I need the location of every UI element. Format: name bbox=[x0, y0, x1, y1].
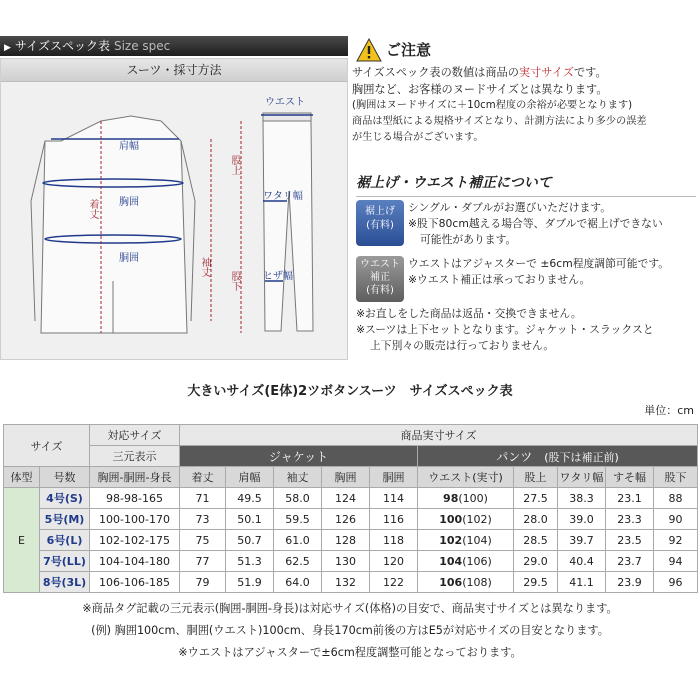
measurement-diagram bbox=[0, 58, 348, 360]
h-size: サイズ bbox=[4, 425, 90, 467]
notice-line1-red: 実寸サイズ bbox=[518, 66, 574, 79]
col-sangen: 胸囲-胴囲-身長 bbox=[90, 467, 180, 488]
size-spec-header bbox=[0, 36, 348, 56]
footer-note2: (例) 胸囲100cm、胴囲(ウエスト)100cm、身長170cm前後の方はE5が対応サイズの目安となります。 bbox=[91, 624, 609, 637]
cell-kitake: 71 bbox=[180, 488, 226, 509]
col-waist: ウエスト(実寸) bbox=[418, 467, 514, 488]
notice-line4: 商品は型紙による規格サイズとなり、計測方法により多少の誤差 bbox=[352, 116, 647, 127]
cell-mata: 94 bbox=[654, 551, 698, 572]
label-kashita: 股下 bbox=[229, 271, 240, 291]
col-watari: ワタリ幅 bbox=[558, 467, 606, 488]
cell-sangen: 100-100-170 bbox=[90, 509, 180, 530]
cell-mata: 88 bbox=[654, 488, 698, 509]
notice-title bbox=[352, 36, 698, 64]
cell-watari: 38.3 bbox=[558, 488, 606, 509]
cell-mune: 128 bbox=[322, 530, 370, 551]
label-kitake: 着丈 bbox=[87, 199, 98, 219]
table-row bbox=[4, 551, 698, 572]
cell-kata: 50.7 bbox=[226, 530, 274, 551]
cell-sangen: 102-102-175 bbox=[90, 530, 180, 551]
waist-badge-label1: ウエスト bbox=[360, 259, 400, 270]
col-gousu: 号数 bbox=[40, 467, 90, 488]
cell-sode: 59.5 bbox=[274, 509, 322, 530]
cell-sangen: 98-98-165 bbox=[90, 488, 180, 509]
warning-icon bbox=[356, 38, 382, 62]
cell-kata: 50.1 bbox=[226, 509, 274, 530]
cell-dou: 116 bbox=[370, 509, 418, 530]
col-kitake: 着丈 bbox=[180, 467, 226, 488]
cell-suso: 23.3 bbox=[606, 509, 654, 530]
cell-sangen: 104-104-180 bbox=[90, 551, 180, 572]
h-pants-note: (股下は補正前) bbox=[544, 450, 619, 464]
cell-sode: 64.0 bbox=[274, 572, 322, 593]
table-row bbox=[4, 572, 698, 593]
h-taiou: 対応サイズ bbox=[90, 425, 180, 446]
cell-suso: 23.1 bbox=[606, 488, 654, 509]
cell-kata: 49.5 bbox=[226, 488, 274, 509]
waist-line1: ウエストはアジャスターで ±6cm程度調節可能です。 bbox=[408, 257, 670, 270]
notice-line1-a: サイズスペック表の数値は商品の bbox=[352, 66, 519, 79]
alteration-title: 裾上げ・ウエスト補正について bbox=[356, 170, 696, 197]
label-hiza: ヒザ幅 bbox=[263, 271, 293, 282]
cell-waist bbox=[418, 509, 514, 530]
notice-line1-b: です。 bbox=[573, 66, 607, 79]
cell-mune: 130 bbox=[322, 551, 370, 572]
cell-mune: 132 bbox=[322, 572, 370, 593]
cell-kitake: 75 bbox=[180, 530, 226, 551]
h-jissun: 商品実寸サイズ bbox=[180, 425, 698, 446]
col-dou: 胴囲 bbox=[370, 467, 418, 488]
notice-line1 bbox=[352, 64, 698, 81]
waist-badge bbox=[356, 256, 404, 302]
label-waist: ウエスト bbox=[265, 97, 305, 108]
cell-watari: 39.0 bbox=[558, 509, 606, 530]
waist-line2: ※ウエスト補正は承っておりません。 bbox=[408, 273, 591, 286]
notice-line2: 胸囲など、お客様のヌードサイズとは異なります。 bbox=[352, 83, 608, 96]
alter-note1: ※お直しをした商品は返品・交換できません。 bbox=[356, 307, 582, 320]
hemming-badge-fee: (有料) bbox=[366, 220, 394, 231]
label-katahaba: 肩幅 bbox=[119, 141, 139, 152]
cell-dou: 118 bbox=[370, 530, 418, 551]
label-mune: 胸囲 bbox=[119, 197, 139, 208]
cell-no: 7号(LL) bbox=[40, 551, 90, 572]
footer-note3: ※ウエストはアジャスターで±6cm程度調整可能となっております。 bbox=[178, 646, 522, 659]
cell-joge: 29.5 bbox=[514, 572, 558, 593]
cell-waist-adj: (102) bbox=[462, 512, 492, 526]
col-taikei: 体型 bbox=[4, 467, 40, 488]
footer-note1: ※商品タグ記載の三元表示(胸囲-胴囲-身長)は対応サイズ(体格)の目安で、商品実寸サイズとは異なります。 bbox=[82, 602, 618, 615]
table-title: 大きいサイズ(E体)2ツボタンスーツ サイズスペック表 bbox=[187, 384, 513, 399]
cell-waist-actual: 102 bbox=[439, 533, 463, 547]
cell-joge: 28.5 bbox=[514, 530, 558, 551]
waist-badge-label2: 補正 bbox=[370, 272, 390, 283]
alter-note2: ※スーツは上下セットとなります。ジャケット・スラックスと bbox=[356, 323, 654, 336]
cell-waist-adj: (108) bbox=[462, 575, 492, 589]
waist-text bbox=[408, 256, 698, 288]
cell-mata: 96 bbox=[654, 572, 698, 593]
triangle-icon: ▶ bbox=[4, 43, 11, 53]
cell-no: 6号(L) bbox=[40, 530, 90, 551]
cell-joge: 28.0 bbox=[514, 509, 558, 530]
cell-no: 8号(3L) bbox=[40, 572, 90, 593]
hemming-line3: 可能性があります。 bbox=[420, 233, 517, 246]
hemming-text bbox=[408, 200, 698, 248]
label-dou: 胴囲 bbox=[119, 253, 139, 264]
cell-dou: 114 bbox=[370, 488, 418, 509]
label-watari: ワタリ幅 bbox=[263, 191, 303, 202]
cell-kata: 51.9 bbox=[226, 572, 274, 593]
cell-waist bbox=[418, 488, 514, 509]
cell-sode: 62.5 bbox=[274, 551, 322, 572]
cell-dou: 120 bbox=[370, 551, 418, 572]
table-row bbox=[4, 509, 698, 530]
cell-dou: 122 bbox=[370, 572, 418, 593]
cell-waist-actual: 100 bbox=[439, 512, 463, 526]
cell-kitake: 79 bbox=[180, 572, 226, 593]
label-joge: 股上 bbox=[229, 155, 240, 175]
cell-waist-adj: (106) bbox=[462, 554, 492, 568]
cell-waist-actual: 98 bbox=[443, 491, 459, 505]
diagram-title: スーツ・採寸方法 bbox=[1, 59, 347, 82]
cell-kitake: 73 bbox=[180, 509, 226, 530]
notice-line5: が生じる場合がございます。 bbox=[352, 132, 484, 143]
cell-no: 4号(S) bbox=[40, 488, 90, 509]
h-sangen: 三元表示 bbox=[90, 446, 180, 467]
cell-suso: 23.5 bbox=[606, 530, 654, 551]
col-sode: 袖丈 bbox=[274, 467, 322, 488]
h-pants bbox=[418, 446, 698, 467]
cell-no: 5号(M) bbox=[40, 509, 90, 530]
hemming-line2: ※股下80cm越える場合等、ダブルで裾上げできない bbox=[408, 217, 663, 230]
table-row bbox=[4, 488, 698, 509]
notice-line3: (胸囲はヌードサイズに＋10cm程度の余裕が必要となります) bbox=[352, 100, 633, 111]
cell-waist-adj: (100) bbox=[458, 491, 488, 505]
suit-illustration bbox=[1, 81, 347, 359]
h-jacket: ジャケット bbox=[180, 446, 418, 467]
cell-suso: 23.9 bbox=[606, 572, 654, 593]
label-sode: 袖丈 bbox=[199, 257, 210, 277]
cell-mune: 126 bbox=[322, 509, 370, 530]
col-mata: 股下 bbox=[654, 467, 698, 488]
table-row bbox=[4, 530, 698, 551]
size-spec-table bbox=[3, 424, 698, 593]
hemming-badge-label: 裾上げ bbox=[365, 206, 395, 217]
hemming-badge bbox=[356, 200, 404, 246]
cell-joge: 29.0 bbox=[514, 551, 558, 572]
notice-title-text: ご注意 bbox=[386, 41, 432, 59]
header-label-en: Size spec bbox=[113, 39, 171, 53]
cell-mune: 124 bbox=[322, 488, 370, 509]
cell-sode: 61.0 bbox=[274, 530, 322, 551]
cell-mata: 92 bbox=[654, 530, 698, 551]
hemming-line1: シングル・ダブルがお選びいただけます。 bbox=[408, 201, 612, 214]
cell-kitake: 77 bbox=[180, 551, 226, 572]
cell-waist bbox=[418, 530, 514, 551]
cell-kata: 51.3 bbox=[226, 551, 274, 572]
cell-waist bbox=[418, 551, 514, 572]
cell-sangen: 106-106-185 bbox=[90, 572, 180, 593]
table-header-row bbox=[4, 467, 698, 488]
alter-notes bbox=[356, 306, 696, 354]
cell-waist-adj: (104) bbox=[462, 533, 492, 547]
cell-sode: 58.0 bbox=[274, 488, 322, 509]
notice-section bbox=[352, 36, 698, 146]
cell-waist bbox=[418, 572, 514, 593]
body-type-cell: E bbox=[4, 488, 40, 593]
col-suso: すそ幅 bbox=[606, 467, 654, 488]
cell-waist-actual: 104 bbox=[439, 554, 463, 568]
col-mune: 胸囲 bbox=[322, 467, 370, 488]
cell-suso: 23.7 bbox=[606, 551, 654, 572]
waist-badge-fee: (有料) bbox=[366, 285, 394, 296]
cell-watari: 40.4 bbox=[558, 551, 606, 572]
col-katahaba: 肩幅 bbox=[226, 467, 274, 488]
cell-watari: 39.7 bbox=[558, 530, 606, 551]
h-pants-label: パンツ bbox=[496, 449, 533, 464]
cell-waist-actual: 106 bbox=[439, 575, 463, 589]
unit-label: 単位：cm bbox=[644, 404, 694, 417]
col-joge: 股上 bbox=[514, 467, 558, 488]
cell-joge: 27.5 bbox=[514, 488, 558, 509]
cell-watari: 41.1 bbox=[558, 572, 606, 593]
cell-mata: 90 bbox=[654, 509, 698, 530]
alter-note3: 上下別々の販売は行っておりません。 bbox=[370, 339, 555, 352]
header-label: サイズスペック表 bbox=[14, 39, 110, 53]
